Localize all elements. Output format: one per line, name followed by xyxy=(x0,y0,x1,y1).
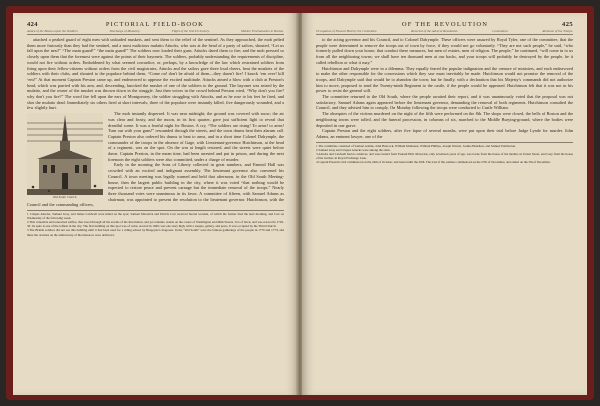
margin-note: Flight of the Ostrich Society. xyxy=(171,29,210,33)
paragraph: Captain Preston and the eight soldiers, after five lapse of several months, were put upon their trial before Judge Lynde for murder. John Adams, an eminent lawyer, one of the xyxy=(316,128,573,139)
right-page-header xyxy=(316,21,573,29)
footnote: 3 Attucks and Caldwell had no relatives, and were buried from Faneuil Hall. Maverick, only seventeen years of age, was borne from the house of his mother, in Union Street, and Gray from the house of his brother, in Royal Exchange Lane. xyxy=(316,151,573,160)
footnote: 2 This venerable and renowned edifice, that stood through all the storms of the Revolution, and yet remains, stands on the corner of Washington and Milk Streets. It is of brick, and was erected in 1729-30. Its spire is one of the loftiest in the city. The first building on this spot was of cedar, erected in 1669; was one story high, with a steeple, gallery, and pews. It was occupied by the Third Church. xyxy=(27,220,284,229)
paragraph: attached a peaked guard of eight men with unloaded muskets, and sent them to the relief of the sentinel. As they approached, the mob pelted them more furiously than they had the sentinel, and a most malicious mulatto Attucks, who was at the head of a party of sailors, shouted, “Let us fall upon the nest!” “The main guard!” “the main guard!” The soldiers now loaded their guns. Attucks dared them to fire; and the mob pressed so closely upon them that the foremost were against the points of their bayonets. The soldiers, probably understanding the requirements of discipline, would not fire without orders. Emboldened by what seemed cowardice, or, perhaps, by a knowledge of the law which restrained soldiers from firing upon their fellow-citizens without orders from the civil magistrates, Attucks and the sailors gave three loud cheers, beat the muskets of the soldiers with their clubs, and shouted to the populace behind them, “Come on! don't be afraid of them—they daren't fire! I knock ‘em over! kill ‘em!” At that moment Captain Preston came up, and endeavored to appease the excited multitude. Attucks aimed a blow with a club at Preston's head, which was parried with his arm, and, descending, knocked the musket of one of the soldiers to the ground. The bayonet was seized by the mulatto, and the owner of the musket was thrown down in the struggle. Just then voices in the crowd behind Preston cried, “Why don't you fire? why don't you fire?” The word fire fell upon the ears of Montgomery, the soldier struggling with Attucks, and as he rose to his feet he fired, and shot the mulatto dead. Immediately six others fired at short intervals; three of the populace were instantly killed, five dangerously wounded, and a few slightly hurt. xyxy=(27,37,284,111)
church-figure xyxy=(27,113,103,201)
right-page-number: 425 xyxy=(562,21,573,28)
paragraph: The committee returned to the Old South, where the people awaited their report, and it was unanimously voted that the proposal was not satisfactory. Samuel Adams again appeared before the lieutenant governor, demanding the removal of both regiments. Hutchinson consulted the Council, and they advised him to comply. On Monday following the troops were conducted to Castle William. xyxy=(316,94,573,111)
right-page xyxy=(302,13,587,395)
footnote: 1 The committee consisted of Samuel Adams, John Hancock, William Molineux, William Phillips, Joseph Warren, Joshua Henshaw, and Samuel Pemberton. xyxy=(316,143,516,148)
margin-note: Committees. xyxy=(492,29,509,33)
footnote: 2 Samuel Gray and Crispus Attucks were among the slain. xyxy=(316,147,391,152)
right-footnotes xyxy=(316,142,573,164)
right-running-title: OF THE REVOLUTION xyxy=(401,21,489,28)
margin-note: Discharge of Musketry. xyxy=(109,29,141,33)
figure-caption: Old South Church. xyxy=(52,195,78,200)
footnote: 1 Crispus Attucks, Samuel Gray, and James Caldwell were killed on the spot; Samuel Maverick and Patrick Carr received mortal wounds, of which the former died the next morning, and Carr on Wednesday of the following week. xyxy=(27,212,284,221)
paragraph: The obsequies of the victims murdered on the night of the fifth were performed on the 8th. The shops were closed, the bells of Boston and the neighboring towns were tolled, and the funeral procession, in columns of six, marched to the Middle Burying-ground, where the bodies were deposited in one grave. xyxy=(316,111,573,128)
margin-note: Murder Proclamation in Boston. xyxy=(241,29,284,33)
left-page-number: 424 xyxy=(27,21,38,28)
paragraph: The mob instantly dispersed. It was near midnight; the ground was covered with snow; the air was clear and frosty, and the moon, in its first quarter, gave just sufficient light to reveal that dreadful scene. It was a fearful night for Boston. A cry, “The soldiers are rising! To arms! to arms! Turn out with your guns!” resounded through the streets, and the town drums beat their alarum call. Captain Preston also ordered his drums to beat to arms, and in a short time Colonel Dalrymple, the commander of the troops in the absence of Gage, with Lieutenant-governor Hutchinson, at the head of a regiment, was on the spot. On the war at length restored, and the streets were quiet before dawn. Captain Preston, in the mean time, had been arrested and put in prison, and during the next forenoon the eight soldiers were also committed, under a charge of murder. xyxy=(108,111,284,162)
left-footnotes xyxy=(27,210,284,237)
left-running-title: PICTORIAL FIELD-BOOK xyxy=(105,21,205,28)
left-marginal-notes xyxy=(27,29,284,35)
left-page xyxy=(13,13,298,395)
paragraph: Early in the morning the Sons of Liberty collected in great numbers, and Faneuil Hall was crowded with an excited and indignant assembly. The lieutenant governor also convened his Council. A town meeting was legally warned and held that afternoon, in the Old South Meeting-house, then the largest public building in the city, where it was voted “that nothing would be expected to restore peace and prevent carnage but the immediate removal of the troops.” Nearly three thousand votes were unanimous in its favor. A committee of fifteen, with Samuel Adams as chairman, was appointed to present the resolution to the lieutenant governor. Hutchinson, with the Council and the commanding officers, xyxy=(27,162,284,208)
margin-note: Occupation of Faneuil Hall by the Committee. xyxy=(316,29,378,33)
paragraph: Hutchinson and Dalrymple were in a dilemma. They equally feared the popular indignation and the censure of ministers, and each endeavored to make the other responsible for the concessions which they saw must inevitably be made. Hutchinson would not promise the removal of the troops, and Dalrymple said that would be to abandon the town; but he finally, with a declaration that his Majesty's commands did not authorize him to move, proposed to send the Twenty-ninth Regiment to the castle, if the people would be appeased. Hutchinson felt that it was not in his power to resist the general will. xyxy=(316,65,573,94)
old-south-church-engraving xyxy=(27,113,103,195)
right-marginal-notes xyxy=(316,29,573,35)
footnote: 3 The British soldiers did not see this building until it had been used for a riding-school by Burgoyne's dragoons. In the “Old South” were the famous gatherings of the people in 1770 and 1773; and there the orations on the anniversary of the massacre were delivered. xyxy=(27,228,284,237)
paragraph: to the acting governor and his Council, and to Colonel Dalrymple. These officers were assured by Royal Tyler, one of the committee, that the people were determined to remove the troops out of town by force, if they would not go voluntarily. “They are not such people,” he said, “who formerly pulled down your house, that conduct these measures, but men of estates, men of religion. The people,” he continued, “will come in to us from all the neighboring towns; we shall have ten thousand men at our backs, and your troops will probably be destroyed by the people, be it called rebellion or what it may.” xyxy=(316,37,573,65)
left-page-header xyxy=(27,21,284,29)
footnote: 4 Captain Preston's trial commenced on the 24th of October, and lasted until the 30th. The trial of the soldiers commenced on the 27th of November, and ended on the 5th of December. xyxy=(316,160,551,165)
margin-note: Reversal of the Adverse Resolution. xyxy=(411,29,459,33)
right-body-text xyxy=(316,37,573,140)
left-body-text xyxy=(27,37,284,208)
margin-note: Attack of the Boston upon the Soldiers. xyxy=(27,29,79,33)
margin-note: Removal of the Troops. xyxy=(542,29,573,33)
